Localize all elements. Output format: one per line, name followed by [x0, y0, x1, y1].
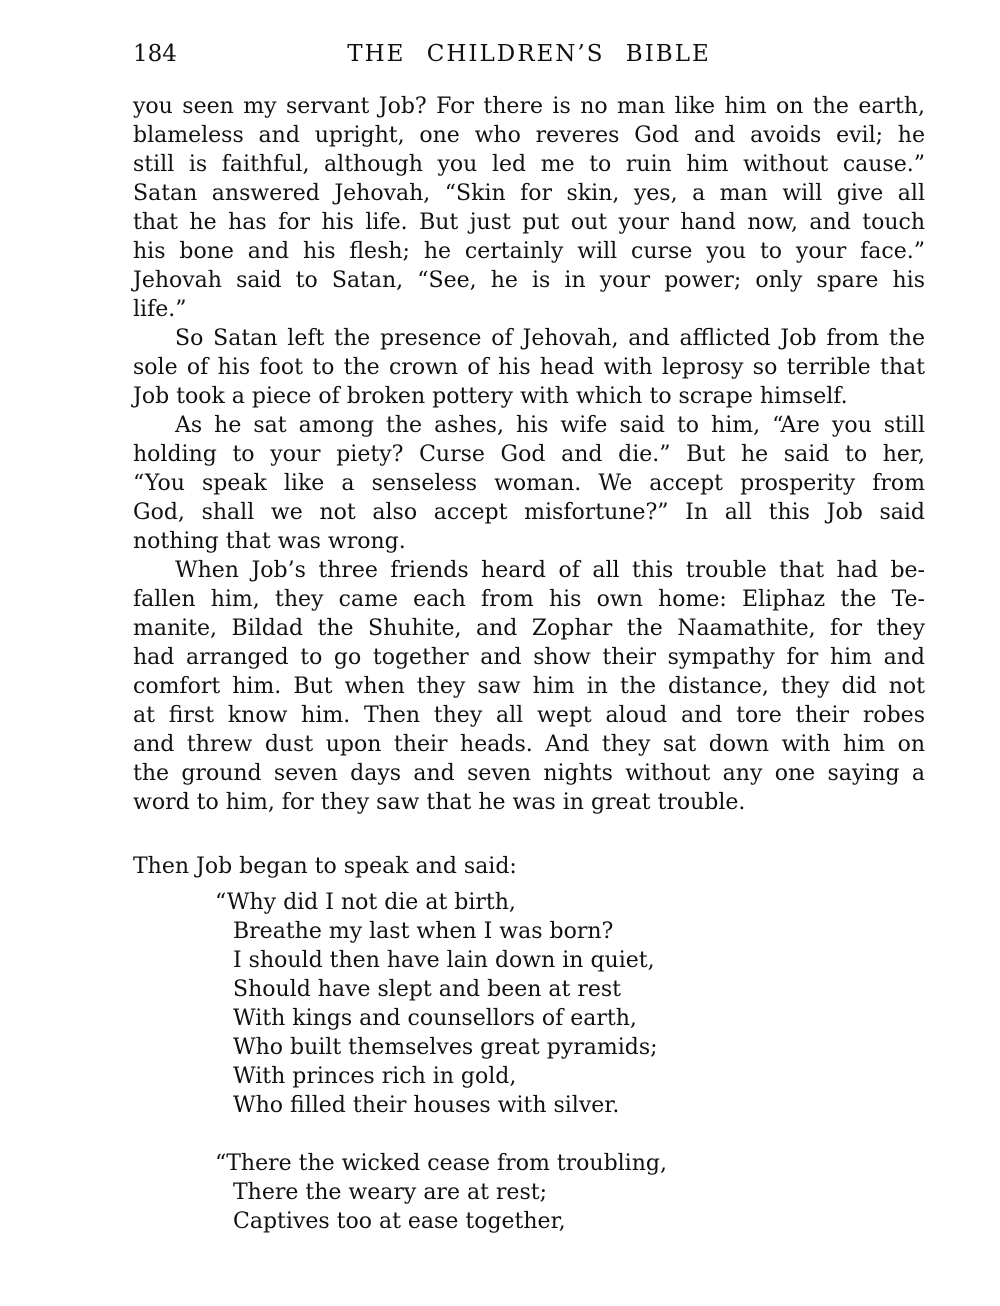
verse-line: “Why did I not die at birth,	[215, 890, 516, 915]
text-line: manite, Bildad the Shuhite, and Zophar the Naamathite, for they	[133, 616, 925, 641]
paragraph-2	[133, 324, 925, 411]
verse-line: Captives too at ease together,	[233, 1209, 566, 1234]
text-line: his bone and his flesh; he certainly will curse you to your face.”	[133, 239, 925, 264]
text-line: the ground seven days and seven nights without any one saying a	[133, 761, 925, 786]
text-line: that he has for his life. But just put out your hand now, and touch	[133, 210, 925, 235]
verse-line: I should then have lain down in quiet,	[233, 948, 655, 973]
verse-line: With princes rich in gold,	[233, 1064, 517, 1089]
text-line: Jehovah said to Satan, “See, he is in your power; only spare his	[133, 268, 925, 293]
text-line: word to him, for they saw that he was in great trouble.	[133, 790, 746, 815]
verse-line: Who filled their houses with silver.	[233, 1093, 620, 1118]
verse-line: Who built themselves great pyramids;	[233, 1035, 658, 1060]
text-line: Job took a piece of broken pottery with which to scrape himself.	[133, 384, 848, 409]
text-line: still is faithful, although you led me to ruin him without cause.”	[133, 152, 925, 177]
verse-line: Breathe my last when I was born?	[233, 919, 614, 944]
text-line: “You speak like a senseless woman. We accept prosperity from	[133, 471, 925, 496]
text-line: and threw dust upon their heads. And they sat down with him on	[133, 732, 925, 757]
text-line: blameless and upright, one who reveres God and avoids evil; he	[133, 123, 925, 148]
page-header	[133, 40, 925, 69]
text-line: God, shall we not also accept misfortune?” In all this Job said	[133, 500, 925, 525]
text-line: When Job’s three friends heard of all this trouble that had be-	[175, 558, 925, 583]
text-line: So Satan left the presence of Jehovah, and afflicted Job from the	[175, 326, 925, 351]
text-line: at first know him. Then they all wept aloud and tore their robes	[133, 703, 925, 728]
paragraph-1	[133, 92, 925, 324]
verse-line: “There the wicked cease from troubling,	[215, 1151, 667, 1176]
text-line: Satan answered Jehovah, “Skin for skin, yes, a man will give all	[133, 181, 925, 206]
verse-stanza-1	[133, 888, 925, 1120]
text-line: life.”	[133, 297, 187, 322]
text-line: you seen my servant Job? For there is no man like him on the earth,	[133, 94, 925, 119]
text-line: holding to your piety? Curse God and die.” But he said to her,	[133, 442, 925, 467]
running-title: THE CHILDREN’S BIBLE	[347, 41, 711, 67]
page-number: 184	[133, 41, 177, 67]
text-line: comfort him. But when they saw him in the distance, they did not	[133, 674, 925, 699]
text-line: fallen him, they came each from his own home: Eliphaz the Te-	[133, 587, 925, 612]
page-content	[133, 40, 925, 1236]
paragraph-4	[133, 556, 925, 817]
text-line: had arranged to go together and show their sympathy for him and	[133, 645, 925, 670]
verse-line: Should have slept and been at rest	[233, 977, 622, 1002]
text-line: nothing that was wrong.	[133, 529, 406, 554]
verse-lead-in: Then Job began to speak and said:	[133, 854, 517, 879]
verse-stanza-2	[133, 1149, 925, 1236]
text-line: As he sat among the ashes, his wife said to him, “Are you still	[175, 413, 925, 438]
paragraph-3	[133, 411, 925, 556]
verse-line: With kings and counsellors of earth,	[233, 1006, 637, 1031]
body-text	[133, 92, 925, 1236]
verse-line: There the weary are at rest;	[233, 1180, 547, 1205]
text-line: sole of his foot to the crown of his head with leprosy so terrible that	[133, 355, 925, 380]
